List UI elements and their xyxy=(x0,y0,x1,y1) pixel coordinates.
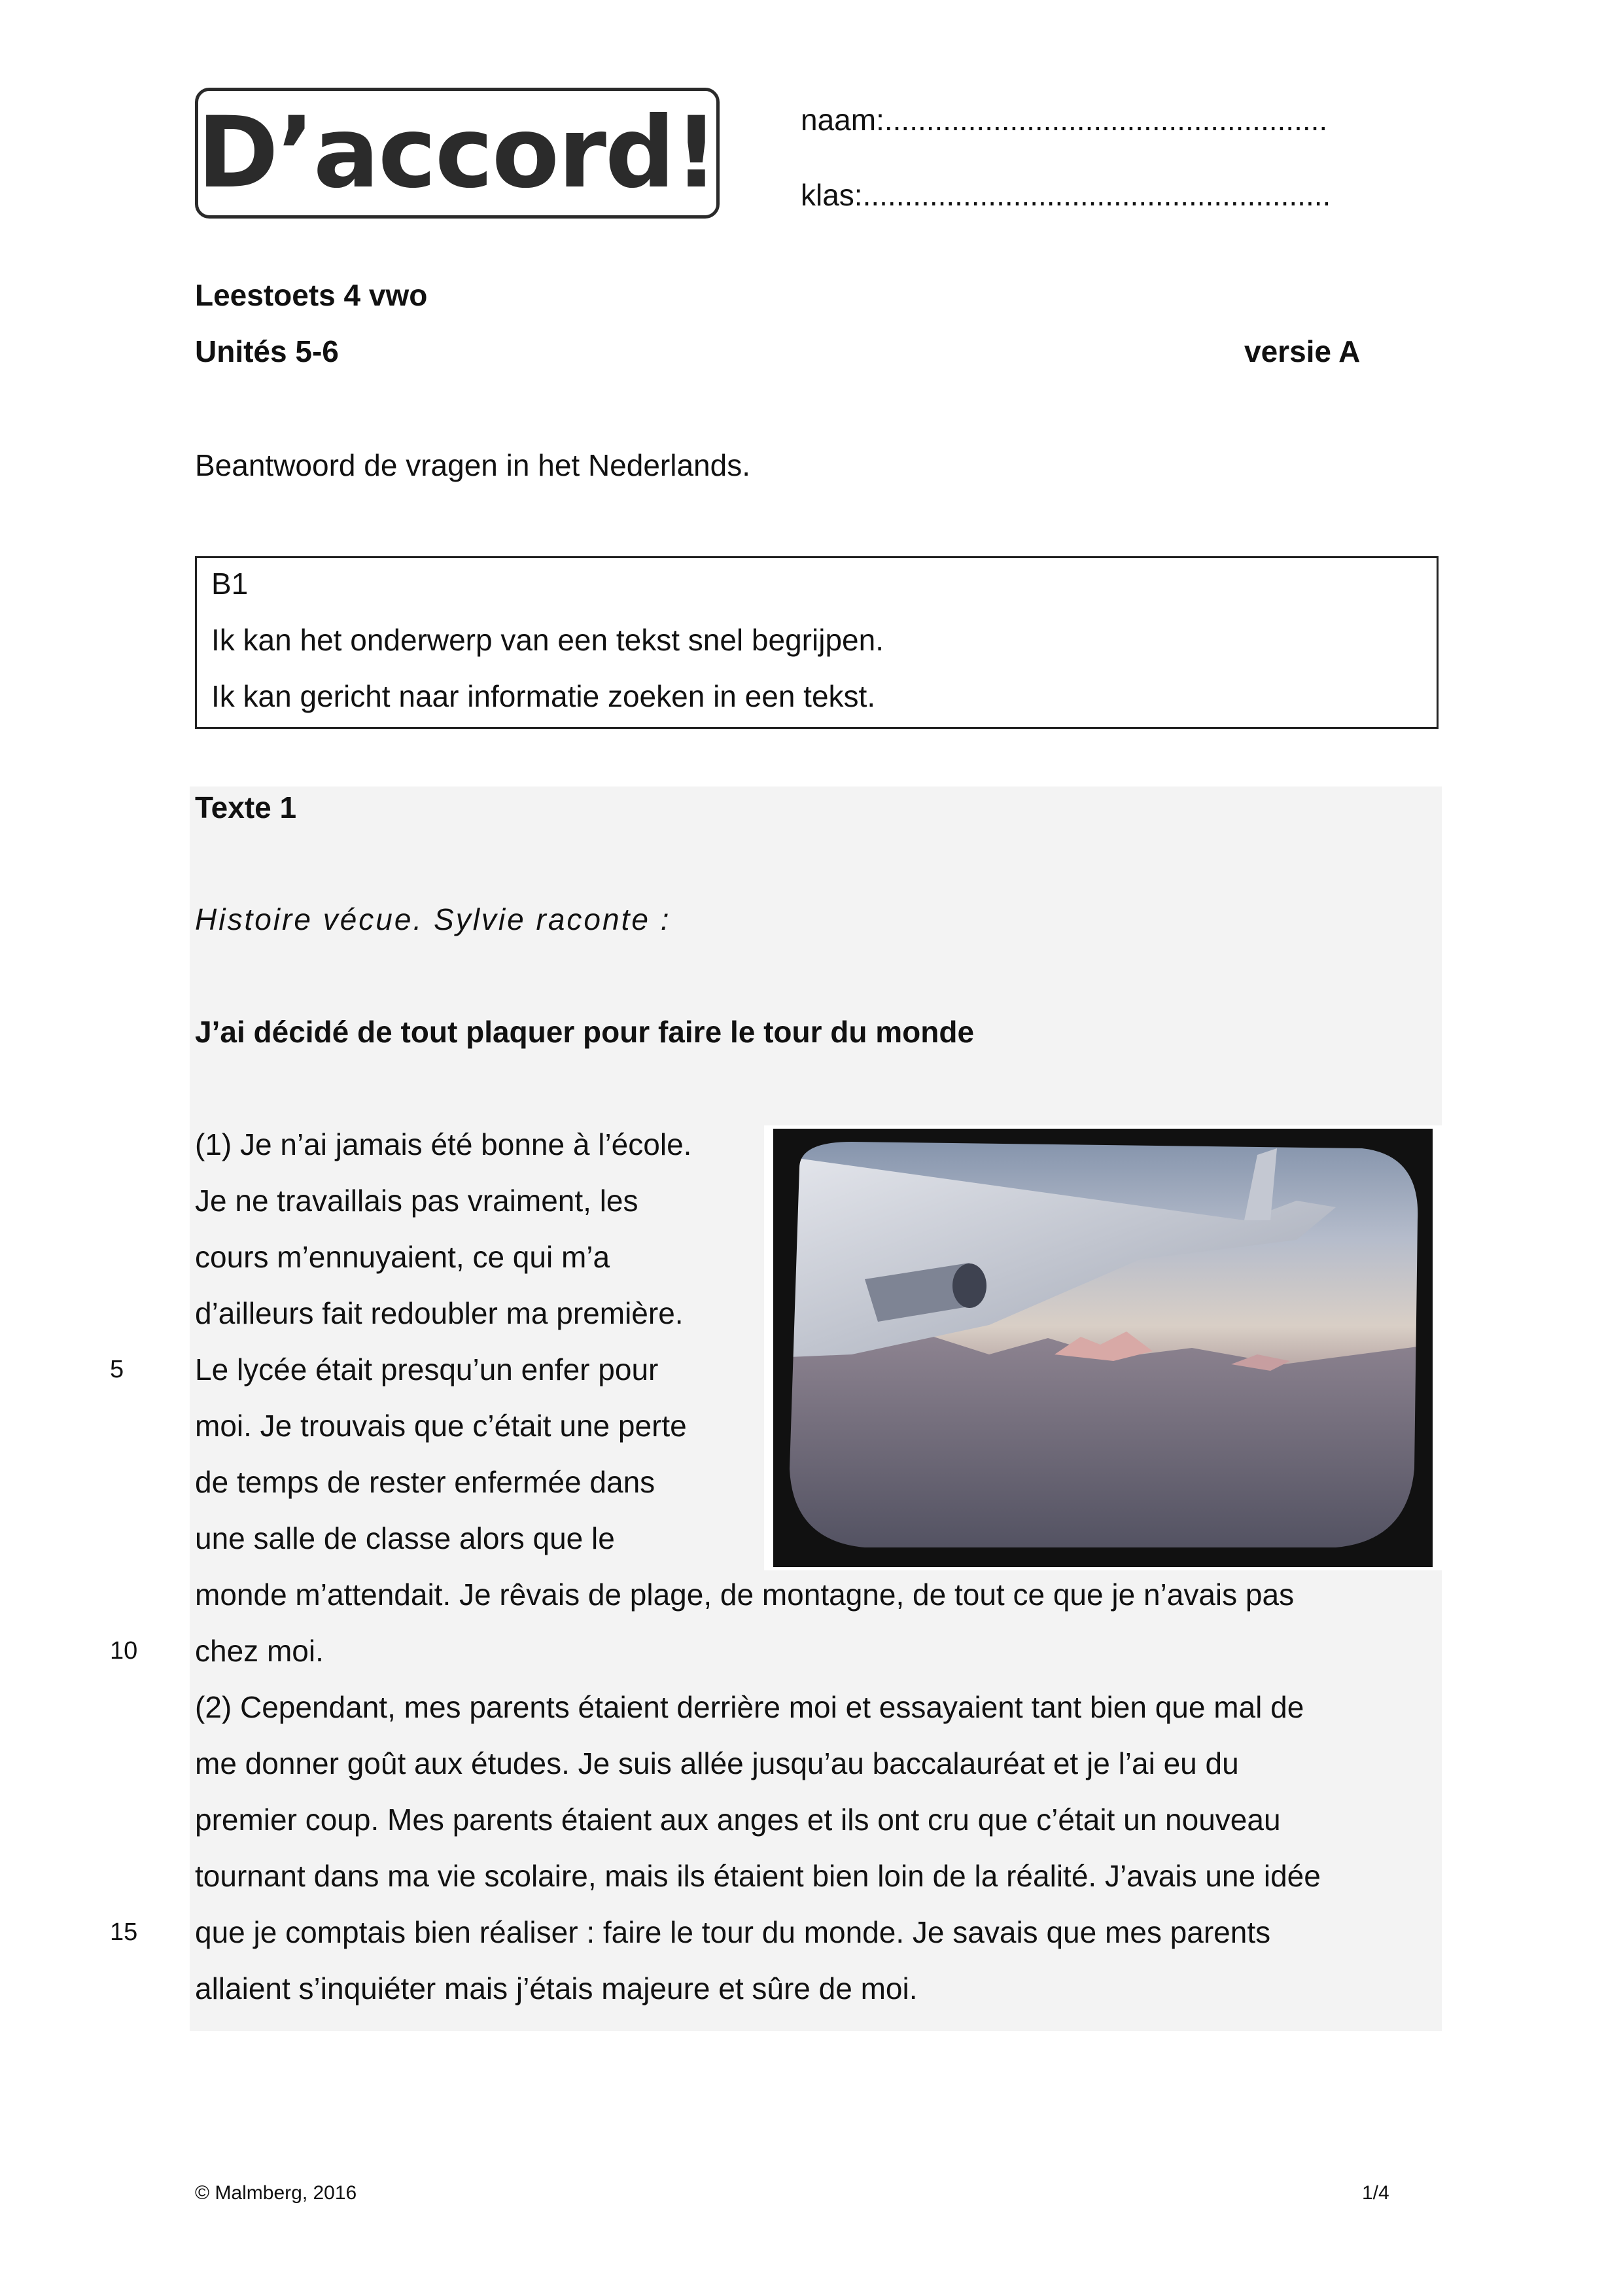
photo-frame xyxy=(764,1125,1443,1570)
text-intro: Histoire vécue. Sylvie raconte : xyxy=(195,902,671,936)
text-line: monde m’attendait. Je rêvais de plage, de montagne, de tout ce que je n’avais pas xyxy=(195,1578,1295,1612)
instruction-text: Beantwoord de vragen in het Nederlands. xyxy=(195,448,751,482)
text-line: Je ne travaillais pas vraiment, les xyxy=(195,1184,638,1218)
learning-goals-box xyxy=(195,556,1439,729)
text-line: Le lycée était presqu’un enfer pour xyxy=(195,1352,659,1386)
units-label: Unités 5-6 xyxy=(195,334,339,368)
text-line: moi. Je trouvais que c’était une perte xyxy=(195,1409,687,1443)
logo-text: D’accord! xyxy=(197,96,718,210)
text-line: (1) Je n’ai jamais été bonne à l’école. xyxy=(195,1127,692,1161)
daccord-logo xyxy=(195,88,720,219)
text-line: de temps de rester enfermée dans xyxy=(195,1465,655,1499)
text-line: me donner goût aux études. Je suis allée jusqu’au baccalauréat et je l’ai eu du xyxy=(195,1746,1239,1780)
goal-item: Ik kan gericht naar informatie zoeken in een tekst. xyxy=(211,679,876,713)
test-title: Leestoets 4 vwo xyxy=(195,278,428,312)
text-line: premier coup. Mes parents étaient aux anges et ils ont cru que c’était un nouveau xyxy=(195,1803,1281,1837)
line-number: 10 xyxy=(110,1637,138,1665)
text-label: Texte 1 xyxy=(195,790,297,824)
text-line: une salle de classe alors que le xyxy=(195,1521,615,1555)
text-line: que je comptais bien réaliser : faire le tour du monde. Je savais que mes parents xyxy=(195,1915,1271,1949)
line-number: 15 xyxy=(110,1918,138,1946)
line-number: 5 xyxy=(110,1356,124,1383)
text-line: d’ailleurs fait redoubler ma première. xyxy=(195,1296,684,1330)
text-line: chez moi. xyxy=(195,1634,324,1668)
version-label: versie A xyxy=(1244,334,1361,368)
text-line: (2) Cependant, mes parents étaient derrière moi et essayaient tant bien que mal de xyxy=(195,1690,1304,1724)
page-number: 1/4 xyxy=(1362,2182,1389,2204)
text-headline: J’ai décidé de tout plaquer pour faire le tour du monde xyxy=(195,1015,975,1049)
text-line: cours m’ennuyaient, ce qui m’a xyxy=(195,1240,610,1274)
goal-level: B1 xyxy=(211,567,249,601)
copyright: © Malmberg, 2016 xyxy=(195,2182,357,2204)
goal-item: Ik kan het onderwerp van een tekst snel begrijpen. xyxy=(211,623,884,657)
text-line: tournant dans ma vie scolaire, mais ils étaient bien loin de la réalité. J’avais une idée xyxy=(195,1859,1321,1893)
class-field: klas:........................................................ xyxy=(801,178,1331,212)
airplane-window-photo xyxy=(773,1129,1433,1567)
text-line: allaient s’inquiéter mais j’étais majeure et sûre de moi. xyxy=(195,1971,918,2005)
name-field: naam:..................................................... xyxy=(801,103,1328,137)
